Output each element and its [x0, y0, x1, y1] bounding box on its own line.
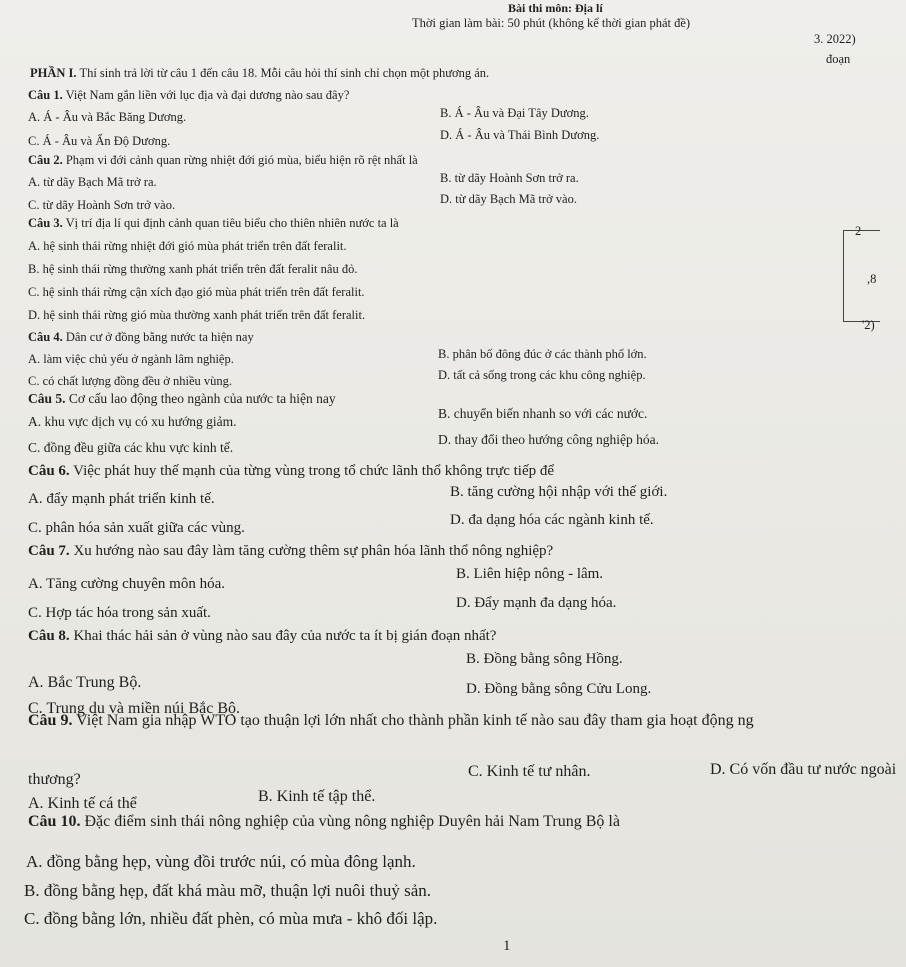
q2-option-d[interactable]: D. từ dãy Bạch Mã trở vào. [440, 192, 577, 206]
part-heading: PHẦN I. Thí sinh trả lời từ câu 1 đến câu 18. Mỗi câu hỏi thí sinh chỉ chọn một phương án. [30, 66, 490, 80]
q2-option-b[interactable]: B. từ dãy Hoành Sơn trở ra. [440, 171, 579, 185]
q9-option-d[interactable]: D. Có vốn đầu tư nước ngoài [710, 761, 897, 778]
subject-title: Bài thi môn: Địa lí [508, 1, 603, 15]
question-7: Câu 7. Xu hướng nào sau đây làm tăng cường thêm sự phân hóa lãnh thổ nông nghiệp? [28, 543, 554, 559]
question-5: Câu 5. Cơ cấu lao động theo ngành của nước ta hiện nay [28, 391, 336, 406]
question-4: Câu 4. Dân cư ở đồng bằng nước ta hiện nay [28, 330, 254, 344]
q5-option-b[interactable]: B. chuyển biến nhanh so với các nước. [438, 406, 648, 421]
q3-option-a[interactable]: A. hệ sinh thái rừng nhiệt đới gió mùa phát triển trên đất feralit. [28, 239, 347, 253]
question-2: Câu 2. Phạm vi đới cảnh quan rừng nhiệt đới gió mùa, biểu hiện rõ rệt nhất là [28, 153, 418, 167]
page-number: 1 [503, 938, 511, 954]
q8-option-d[interactable]: D. Đồng bằng sông Cửu Long. [466, 681, 652, 697]
question-3: Câu 3. Vị trí địa lí qui định cảnh quan tiêu biểu cho thiên nhiên nước ta là [28, 216, 399, 230]
q2-option-c[interactable]: C. từ dãy Hoành Sơn trở vào. [28, 198, 176, 212]
q7-option-d[interactable]: D. Đẩy mạnh đa dạng hóa. [456, 595, 617, 611]
q8-option-a[interactable]: A. Bắc Trung Bộ. [28, 674, 142, 691]
q7-option-b[interactable]: B. Liên hiệp nông - lâm. [456, 566, 604, 582]
q5-option-c[interactable]: C. đồng đều giữa các khu vực kinh tế. [28, 440, 234, 455]
q5-option-a[interactable]: A. khu vực dịch vụ có xu hướng giảm. [28, 414, 237, 429]
q10-option-c[interactable]: C. đồng bằng lớn, nhiều đất phèn, có mùa mưa - khô đối lập. [24, 909, 438, 928]
question-1: Câu 1. Việt Nam gắn liền với lục địa và đại dương nào sau đây? [28, 88, 350, 102]
q9-option-c[interactable]: C. Kinh tế tư nhân. [468, 763, 591, 780]
margin-note-3: '2) [862, 318, 875, 332]
q7-option-c[interactable]: C. Hợp tác hóa trong sản xuất. [28, 605, 211, 621]
q8-option-b[interactable]: B. Đồng bằng sông Hồng. [466, 651, 623, 667]
q3-option-d[interactable]: D. hệ sinh thái rừng gió mùa thường xanh phát triển trên đất feralit. [28, 308, 366, 322]
q4-option-c[interactable]: C. có chất lượng đồng đều ở nhiều vùng. [28, 374, 232, 388]
time-note: Thời gian làm bài: 50 phút (không kể thời gian phát đề) [412, 16, 691, 30]
question-9-cont: thương? [28, 771, 81, 788]
year-fragment: 3. 2022) [814, 32, 856, 46]
q10-option-b[interactable]: B. đồng bằng hẹp, đất khá màu mỡ, thuận lợi nuôi thuỷ sản. [24, 881, 432, 900]
side-word: đoạn [826, 52, 851, 66]
q1-option-d[interactable]: D. Á - Âu và Thái Bình Dương. [440, 128, 600, 142]
q6-option-b[interactable]: B. tăng cường hội nhập với thế giới. [450, 484, 668, 500]
q4-option-b[interactable]: B. phân bố đông đúc ở các thành phố lớn. [438, 347, 647, 361]
question-9: Câu 9. Việt Nam gia nhập WTO tạo thuận lợi lớn nhất cho thành phần kinh tế nào sau đây tham gia hoạt động ng [28, 712, 754, 729]
q6-option-c[interactable]: C. phân hóa sản xuất giữa các vùng. [28, 520, 245, 536]
q6-option-a[interactable]: A. đẩy mạnh phát triển kinh tế. [28, 491, 215, 507]
q4-option-d[interactable]: D. tất cả sống trong các khu công nghiệp. [438, 368, 646, 382]
q3-option-b[interactable]: B. hệ sinh thái rừng thường xanh phát triển trên đất feralit nâu đỏ. [28, 262, 358, 276]
q1-option-a[interactable]: A. Á - Âu và Bắc Băng Dương. [28, 110, 187, 124]
q1-option-b[interactable]: B. Á - Âu và Đại Tây Dương. [440, 106, 589, 120]
question-6: Câu 6. Việc phát huy thế mạnh của từng vùng trong tổ chức lãnh thổ không trực tiếp để [28, 463, 555, 479]
q9-option-a[interactable]: A. Kinh tế cá thể [28, 795, 137, 812]
q5-option-d[interactable]: D. thay đổi theo hướng công nghiệp hóa. [438, 432, 660, 447]
q9-option-b[interactable]: B. Kinh tế tập thể. [258, 788, 376, 805]
q2-option-a[interactable]: A. từ dãy Bạch Mã trở ra. [28, 175, 157, 189]
question-8: Câu 8. Khai thác hải sản ở vùng nào sau đây của nước ta ít bị gián đoạn nhất? [28, 628, 497, 644]
q1-option-c[interactable]: C. Á - Âu và Ấn Độ Dương. [28, 134, 171, 148]
margin-note-2: ,8 [867, 272, 877, 286]
q3-option-c[interactable]: C. hệ sinh thái rừng cận xích đạo gió mùa phát triển trên đất feralit. [28, 285, 365, 299]
q8-option-c[interactable]: C. Trung du và miền núi Bắc Bộ. [28, 700, 241, 717]
question-10: Câu 10. Đặc điểm sinh thái nông nghiệp của vùng nông nghiệp Duyên hải Nam Trung Bộ là [28, 813, 620, 830]
q6-option-d[interactable]: D. đa dạng hóa các ngành kinh tế. [450, 512, 654, 528]
q4-option-a[interactable]: A. làm việc chủ yếu ở ngành lâm nghiệp. [28, 352, 234, 366]
q7-option-a[interactable]: A. Tăng cường chuyên môn hóa. [28, 576, 225, 592]
margin-note-1: 2 [855, 224, 862, 238]
q10-option-a[interactable]: A. đồng bằng hẹp, vùng đồi trước núi, có mùa đông lạnh. [26, 852, 416, 871]
